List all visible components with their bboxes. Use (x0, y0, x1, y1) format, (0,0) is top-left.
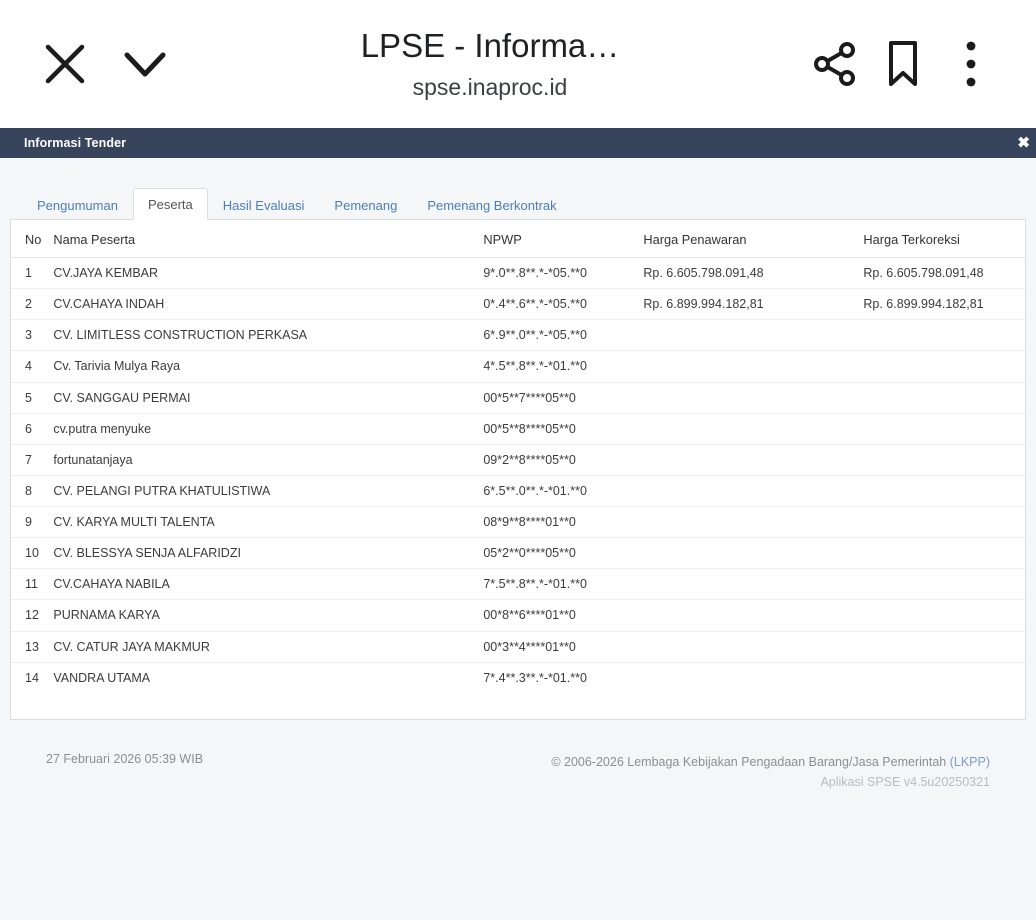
page-footer (10, 720, 1026, 792)
cell-no: 9 (11, 507, 47, 538)
tab-pemenang[interactable]: Pemenang (334, 198, 398, 213)
cell-nama: CV.JAYA KEMBAR (47, 258, 477, 289)
tab-pengumuman[interactable]: Pengumuman (37, 198, 118, 213)
cell-npwp: 4*.5**.8**.*-*01.**0 (477, 351, 637, 382)
column-header-no: No (11, 220, 47, 258)
page-title: LPSE - Informa… (360, 26, 620, 64)
cell-no: 10 (11, 538, 47, 569)
cell-no: 6 (11, 413, 47, 444)
table-row (11, 507, 1025, 538)
cell-harga (637, 444, 857, 475)
cell-npwp: 7*.4**.3**.*-*01.**0 (483, 670, 587, 685)
cell-nama: CV. PELANGI PUTRA KHATULISTIWA (47, 475, 477, 506)
cell-terkoreksi (857, 413, 1025, 444)
cell-nama: PURNAMA KARYA (47, 600, 477, 631)
cell-terkoreksi: Rp. 6.899.994.182,81 (857, 289, 1025, 320)
tab-peserta[interactable]: Peserta (133, 188, 208, 220)
cell-harga (637, 569, 857, 600)
cell-no: 7 (11, 444, 47, 475)
cell-harga (637, 351, 857, 382)
footer-copyright-text: © 2006-2026 Lembaga Kebijakan Pengadaan Barang/Jasa Pemerintah (551, 754, 950, 769)
content-wrapper (0, 158, 1036, 792)
cell-no: 12 (11, 600, 47, 631)
cell-no: 11 (11, 569, 47, 600)
peserta-panel (10, 220, 1026, 720)
table-row (11, 569, 1025, 600)
table-header-row (11, 220, 1025, 258)
cell-no: 8 (11, 475, 47, 506)
cell-no: 14 (25, 670, 39, 685)
table-row (11, 631, 1025, 662)
cell-harga (637, 600, 857, 631)
cell-nama: CV. LIMITLESS CONSTRUCTION PERKASA (47, 320, 477, 351)
cell-npwp: 05*2**0****05**0 (477, 538, 637, 569)
cell-no: 13 (11, 631, 47, 662)
footer-timestamp: 27 Februari 2026 05:39 WIB (46, 751, 204, 766)
cell-harga (637, 475, 857, 506)
cell-npwp: 6*.5**.0**.*-*01.**0 (477, 475, 637, 506)
tab-bar (10, 184, 1026, 220)
cell-npwp: 08*9**8****01**0 (477, 507, 637, 538)
cell-harga (637, 507, 857, 538)
modal-close-icon[interactable]: ✖ (1017, 134, 1030, 152)
cell-nama: CV. KARYA MULTI TALENTA (47, 507, 477, 538)
cell-nama: CV.CAHAYA NABILA (47, 569, 477, 600)
cell-no: 5 (11, 382, 47, 413)
cell-terkoreksi (857, 320, 1025, 351)
page-body (0, 158, 1036, 920)
cell-harga: Rp. 6.899.994.182,81 (637, 289, 857, 320)
footer-copyright-block (551, 752, 990, 792)
cell-harga (637, 413, 857, 444)
peserta-table (11, 220, 1025, 693)
bookmark-icon[interactable] (872, 33, 934, 95)
table-body (11, 258, 1025, 693)
modal-header (0, 128, 1036, 158)
table-row (11, 258, 1025, 289)
cell-npwp: 00*3**4****01**0 (477, 631, 637, 662)
cell-no: 3 (11, 320, 47, 351)
cell-harga (637, 631, 857, 662)
table-row (11, 289, 1025, 320)
share-icon[interactable] (804, 33, 866, 95)
cell-harga (637, 382, 857, 413)
cell-harga (637, 662, 857, 693)
page-host: spse.inaproc.id (412, 73, 568, 100)
table-row (11, 600, 1025, 631)
table-row (11, 662, 1025, 693)
column-header-nama: Nama Peserta (47, 220, 477, 258)
table-row (11, 475, 1025, 506)
cell-terkoreksi (857, 475, 1025, 506)
cell-npwp: 00*5**7****05**0 (477, 382, 637, 413)
cell-terkoreksi (857, 631, 1025, 662)
cell-npwp: 0*.4**.6**.*-*05.**0 (477, 289, 637, 320)
table-row (11, 320, 1025, 351)
cell-terkoreksi (857, 600, 1025, 631)
cell-npwp: 7*.5**.8**.*-*01.**0 (477, 569, 637, 600)
cell-nama: Cv. Tarivia Mulya Raya (47, 351, 477, 382)
cell-nama: CV.CAHAYA INDAH (47, 289, 477, 320)
cell-nama: fortunatanjaya (47, 444, 477, 475)
more-vertical-icon[interactable] (940, 33, 1002, 95)
cell-npwp: 00*5**8****05**0 (477, 413, 637, 444)
chevron-down-icon[interactable] (114, 33, 176, 95)
column-header-npwp: NPWP (477, 220, 637, 258)
address-title-block[interactable] (176, 27, 804, 102)
browser-toolbar (0, 0, 1036, 128)
tab-pemenang-berkontrak[interactable]: Pemenang Berkontrak (427, 198, 557, 213)
footer-lkpp-link[interactable]: (LKPP) (949, 754, 990, 769)
cell-terkoreksi (857, 569, 1025, 600)
cell-terkoreksi: Rp. 6.605.798.091,48 (857, 258, 1025, 289)
modal-title: Informasi Tender (24, 136, 127, 150)
cell-npwp: 09*2**8****05**0 (477, 444, 637, 475)
cell-terkoreksi (857, 662, 1025, 693)
table-row (11, 444, 1025, 475)
cell-harga: Rp. 6.605.798.091,48 (637, 258, 857, 289)
cell-terkoreksi (857, 507, 1025, 538)
cell-nama: CV. CATUR JAYA MAKMUR (47, 631, 477, 662)
cell-npwp: 9*.0**.8**.*-*05.**0 (477, 258, 637, 289)
cell-npwp: 6*.9**.0**.*-*05.**0 (477, 320, 637, 351)
table-row (11, 351, 1025, 382)
footer-copyright (551, 752, 990, 772)
cell-no: 2 (11, 289, 47, 320)
cell-harga (637, 538, 857, 569)
cell-nama: cv.putra menyuke (47, 413, 477, 444)
cell-no: 4 (11, 351, 47, 382)
table-header (11, 220, 1025, 258)
column-header-terkoreksi: Harga Terkoreksi (857, 220, 1025, 258)
table-row (11, 538, 1025, 569)
cell-terkoreksi (857, 538, 1025, 569)
cell-nama: CV. SANGGAU PERMAI (47, 382, 477, 413)
cell-no: 1 (11, 258, 47, 289)
close-icon[interactable] (34, 33, 96, 95)
footer-version: Aplikasi SPSE v4.5u20250321 (820, 774, 990, 789)
cell-harga (637, 320, 857, 351)
table-row (11, 413, 1025, 444)
cell-terkoreksi (857, 444, 1025, 475)
cell-nama: CV. BLESSYA SENJA ALFARIDZI (47, 538, 477, 569)
column-header-harga: Harga Penawaran (637, 220, 857, 258)
cell-terkoreksi (857, 351, 1025, 382)
cell-terkoreksi (857, 382, 1025, 413)
cell-nama: VANDRA UTAMA (53, 670, 151, 685)
table-row (11, 382, 1025, 413)
cell-npwp: 00*8**6****01**0 (477, 600, 637, 631)
tab-hasil-evaluasi[interactable]: Hasil Evaluasi (222, 198, 305, 213)
